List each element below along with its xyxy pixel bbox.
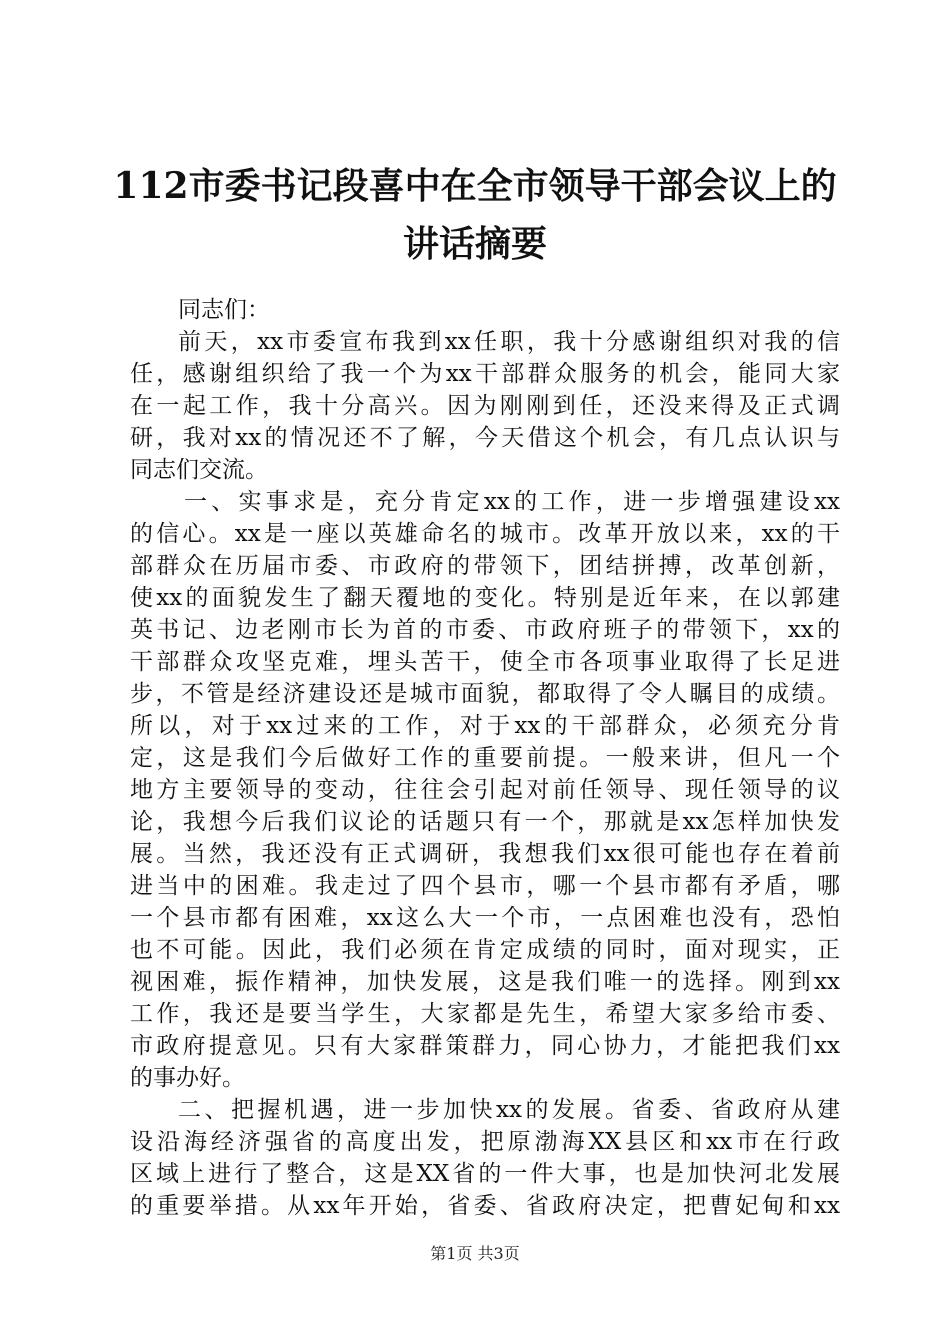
paragraph-line: 在一起工作，我十分高兴。因为刚刚到任，还没来得及正式调 bbox=[130, 393, 840, 419]
paragraph-line: 研，我对xx的情况还不了解，今天借这个机会，有几点认识与 bbox=[130, 425, 840, 451]
paragraph-line: 区域上进行了整合，这是XX省的一件大事，也是加快河北发展 bbox=[130, 1161, 840, 1187]
salutation: 同志们： bbox=[178, 297, 270, 323]
paragraph-line: 定，这是我们今后做好工作的重要前提。一般来讲，但凡一个 bbox=[130, 745, 840, 771]
paragraph-line: 干部群众攻坚克难，埋头苦干，使全市各项事业取得了长足进 bbox=[130, 649, 840, 675]
paragraph-line: 一个县市都有困难，xx这么大一个市，一点困难也没有，恐怕 bbox=[130, 905, 840, 931]
paragraph-line: 步，不管是经济建设还是城市面貌，都取得了令人瞩目的成绩。 bbox=[130, 681, 840, 707]
paragraph-line: 展。当然，我还没有正式调研，我想我们xx很可能也存在着前 bbox=[130, 841, 840, 867]
section-heading-line: 一、实事求是，充分肯定xx的工作，进一步增强建设xx bbox=[184, 489, 840, 515]
paragraph-line: 地方主要领导的变动，往往会引起对前任领导、现任领导的议 bbox=[130, 777, 840, 803]
paragraph-line: 工作，我还是要当学生，大家都是先生，希望大家多给市委、 bbox=[130, 1001, 840, 1027]
paragraph-line: 前天，xx市委宣布我到xx任职，我十分感谢组织对我的信 bbox=[178, 329, 840, 355]
paragraph-line: 部群众在历届市委、市政府的带领下，团结拼搏，改革创新， bbox=[130, 553, 840, 579]
paragraph-line: 的重要举措。从xx年开始，省委、省政府决定，把曹妃甸和xx bbox=[130, 1193, 840, 1219]
paragraph-line: 论，我想今后我们议论的话题只有一个，那就是xx怎样加快发 bbox=[130, 809, 840, 835]
paragraph-line: 进当中的困难。我走过了四个县市，哪一个县市都有矛盾，哪 bbox=[130, 873, 840, 899]
paragraph-line: 市政府提意见。只有大家群策群力，同心协力，才能把我们xx bbox=[130, 1033, 840, 1059]
paragraph-line: 的事办好。 bbox=[130, 1065, 245, 1091]
document-title-line-2: 讲话摘要 bbox=[402, 223, 547, 265]
paragraph-line: 使xx的面貌发生了翻天覆地的变化。特别是近年来，在以郭建 bbox=[130, 585, 840, 611]
document-body bbox=[130, 294, 840, 1222]
paragraph-line: 英书记、边老刚市长为首的市委、市政府班子的带领下，xx的 bbox=[130, 617, 840, 643]
section-heading-line: 二、把握机遇，进一步加快xx的发展。省委、省政府从建 bbox=[178, 1097, 840, 1123]
paragraph-line: 视困难，振作精神，加快发展，这是我们唯一的选择。刚到xx bbox=[130, 969, 840, 995]
paragraph-line: 也不可能。因此，我们必须在肯定成绩的同时，面对现实，正 bbox=[130, 937, 840, 963]
paragraph-line: 同志们交流。 bbox=[130, 457, 268, 483]
document-title-line-1: 112市委书记段喜中在全市领导干部会议上的 bbox=[113, 165, 837, 207]
paragraph-line: 设沿海经济强省的高度出发，把原渤海XX县区和xx市在行政 bbox=[130, 1129, 840, 1155]
paragraph-line: 的信心。xx是一座以英雄命名的城市。改革开放以来，xx的干 bbox=[130, 521, 840, 547]
paragraph-line: 所以，对于xx过来的工作，对于xx的干部群众，必须充分肯 bbox=[130, 713, 840, 739]
page-footer: 第1页 共3页 bbox=[430, 1244, 520, 1263]
paragraph-line: 任，感谢组织给了我一个为xx干部群众服务的机会，能同大家 bbox=[130, 361, 840, 387]
